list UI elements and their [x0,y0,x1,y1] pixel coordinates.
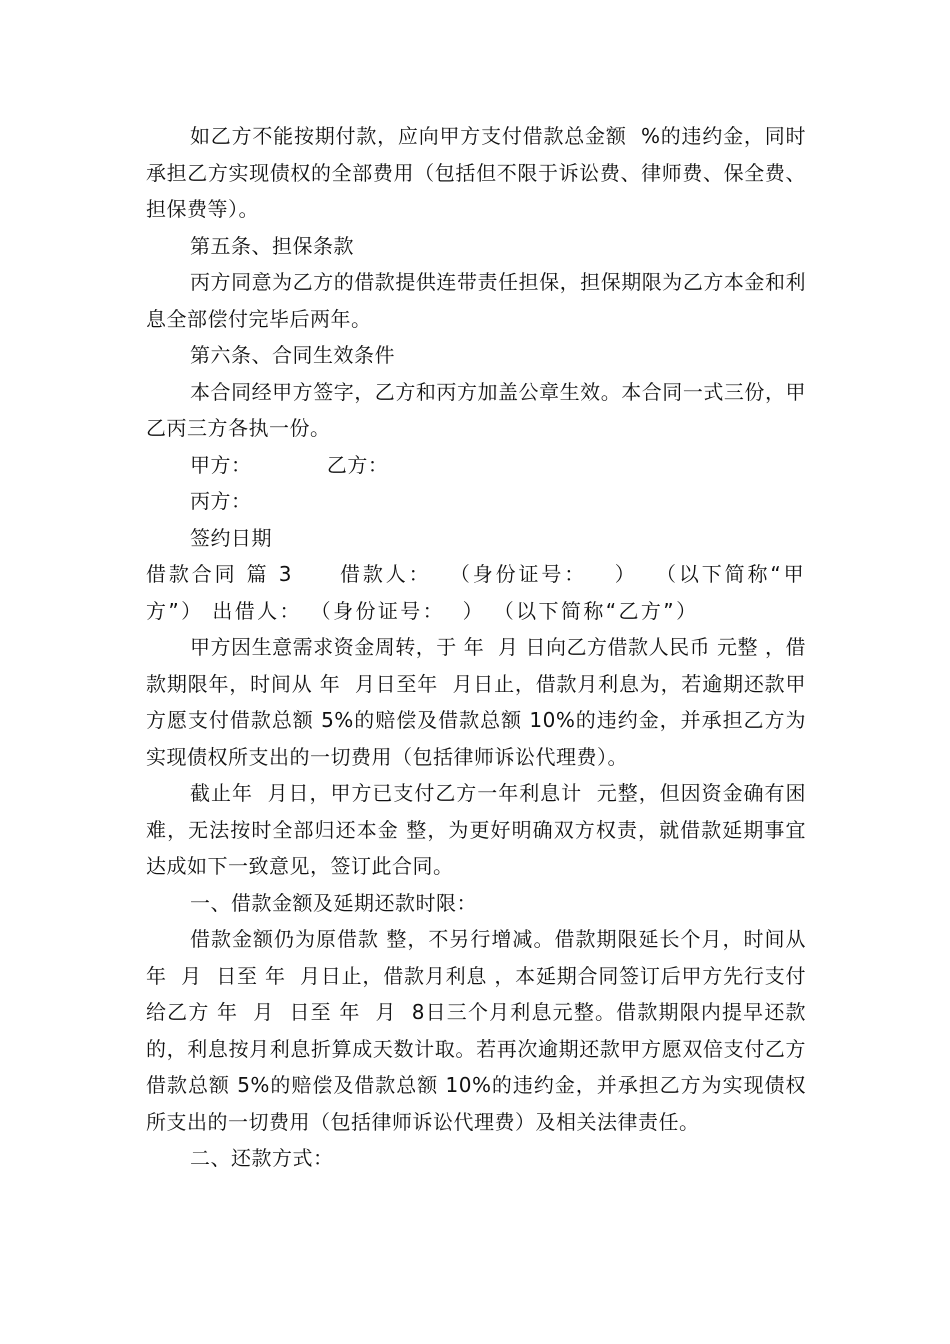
signature-party-a-b: 甲方： 乙方： [190,452,389,477]
paragraph-effective: 本合同经甲方签字，乙方和丙方加盖公章生效。本合同一式三份，甲乙丙三方各执一份。 [146,379,806,440]
heading-section-1: 一、借款金额及延期还款时限： [190,890,477,915]
signature-party-c: 丙方： [190,489,252,513]
paragraph-extension-reason: 截止年 月日，甲方已支付乙方一年利息计 元整，但因资金确有困难，无法按时全部归还本金 整，为更好明确双方权责，就借款延期事宜达成如下一致意见，签订此合同。 [146,781,806,878]
document-page [146,118,813,1177]
heading-article-6: 第六条、合同生效条件 [190,343,395,367]
heading-article-5: 第五条、担保条款 [190,233,354,258]
paragraph-penalty: 如乙方不能按期付款，应向甲方支付借款总金额 %的违约金，同时承担乙方实现债权的全部费用（包括但不限于诉讼费、律师费、保全费、担保费等）。 [146,124,806,221]
paragraph-loan-terms: 甲方因生意需求资金周转，于 年 月 日向乙方借款人民币 元整 ，借款期限年，时间从 年 月日至年 月日止，借款月利息为，若逾期还款甲方愿支付借款总额 5%的赔偿及借款总额 10%的违约金，并承担乙方为实现债权所支出的一切费用（包括律师诉讼代理费）。 [146,635,806,769]
paragraph-extension-terms: 借款金额仍为原借款 整，不另行增减。借款期限延长个月，时间从 年 月 日至 年 月日止，借款月利息 ，本延期合同签订后甲方先行支付给乙方 年 月 日至 年 月 8日三个月利息元整。借款期限内提早还款的，利息按月利息折算成天数计取。若再次逾期还款甲方愿双倍支付乙方借款总额 5%的赔偿及借款总额 10%的违约金，并承担乙方为实现债权所支出的一切费用（包括律师诉讼代理费）及相关法律责任。 [146,927,813,1134]
signature-date: 签约日期 [190,525,272,550]
contract-3-header: 借款合同 篇 3 借款人： （身份证号： ） （以下简称“甲方”） 出借人： （身份证号： ） （以下简称“乙方”） [146,562,806,623]
paragraph-guarantee: 丙方同意为乙方的借款提供连带责任担保，担保期限为乙方本金和利息全部偿付完毕后两年。 [146,270,806,331]
heading-section-2: 二、还款方式： [190,1146,334,1170]
